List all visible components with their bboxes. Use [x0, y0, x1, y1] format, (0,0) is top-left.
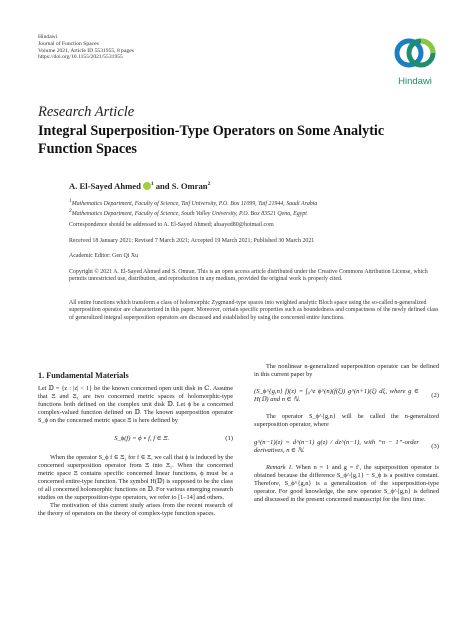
- equation-1-body: S_ϕ(f) = ϕ ∘ f, f ∈ Ξ.: [114, 435, 170, 443]
- publisher-name: Hindawi: [38, 34, 58, 40]
- volume-line: Volume 2021, Article ID 5531955, 8 pages: [38, 47, 134, 54]
- equation-3: [254, 439, 439, 455]
- publication-dates: Received 18 January 2021; Revised 7 March 2021; Accepted 19 March 2021; Published 30 March 2021: [69, 238, 315, 244]
- equation-1: [38, 435, 233, 443]
- equation-1-number: (1): [225, 435, 233, 443]
- hindawi-logo-icon: [392, 36, 438, 70]
- equation-3-number: (3): [431, 442, 439, 450]
- affiliations: [69, 198, 439, 219]
- paper-title: Integral Superposition-Type Operators on Some Analytic Function Spaces: [38, 123, 385, 157]
- author-and: and: [155, 181, 170, 191]
- remark-text: When n = 1 and g = f′, the superposition operator is obtained because the difference S_ϕ^{g,1} − S_ϕ is a positive constant. Therefore, S_ϕ^{g,n} is a generalization of the superposition-type operator. For good knowledge, the new operator S_ϕ^{g,n} is defined and discussed in the present concerned manuscript for the first time.: [254, 463, 440, 504]
- journal-meta: [38, 34, 134, 61]
- equation-2-body: (S_ϕ^{g,n} f)(z) = ∫₀^z ϕ^(n)(f(ξ)) g^(n+1)(ξ) dξ, where g ∈ H(𝔻) and n ∈ ℕ.: [254, 388, 419, 404]
- right-paragraph-1: The nonlinear n-generalized superposition operator can be defined in this current paper by: [254, 363, 439, 379]
- equation-3-body: g^(n−1)(z) = d^(n−1) g(z) / dz^(n−1), with “n − 1”-order derivatives, n ∈ ℕ.: [254, 438, 419, 454]
- hindawi-logo: [392, 36, 438, 87]
- journal-name: Journal of Function Spaces: [38, 40, 99, 47]
- right-column: [254, 363, 439, 504]
- author-2-sup: 2: [207, 181, 211, 188]
- paragraph-1: Let 𝔻 = {z : |z| < 1} be the known concerned open unit disk in ℂ. Assume that Ξ and Ξ₁ are two concerned metric spaces of holomorphic-type functions both defined on the complex unit disk 𝔻. Let ϕ be a concerned complex-valued function defined on 𝔻. The known superposition operator S_ϕ on the concerned metric space Ξ is here defined by: [38, 385, 233, 425]
- remark-1: [254, 464, 439, 504]
- paragraph-3: The motivation of this current study arises from the recent research of the theory of operators on the theory of complex-type function spaces.: [38, 502, 233, 518]
- right-paragraph-2: The operator S_ϕ^{g,n} will be called the n-generalized superposition operator, where: [254, 413, 439, 429]
- paragraph-2: When the operator S_ϕ f ∈ Ξ₁ for f ∈ Ξ, we call that ϕ is induced by the concerned superposition operator from Ξ into Ξ₁. When the concerned metric space Ξ contains specific concerned linear functions, ϕ must be a concerned entire-type function. The symbol H(𝔻) is supposed to be the class of all concerned holomorphic functions on 𝔻. For various emerging research studies on the superposition-type operators, we refer to [1–14] and others.: [38, 453, 233, 502]
- equation-2: [254, 388, 439, 404]
- left-column: [38, 385, 233, 518]
- correspondence: Correspondence should be addressed to A. El-Sayed Ahmed; ahsayed80@hotmail.com: [69, 222, 274, 228]
- equation-2-number: (2): [431, 392, 439, 400]
- author-line: [69, 181, 210, 191]
- abstract: All entire functions which transform a class of holomorphic Zygmund-type spaces into weighted analytic Bloch space using the so-called n-generalized superposition operator are characterized in this paper. Moreover, certain specific properties such as boundedness and compactness of the newly defined class of generalized integral superposition operators are discussed and established by using the concerned entire functions.: [69, 300, 439, 321]
- affiliation-1-sup: 1: [69, 198, 72, 204]
- affiliation-2-sup: 2: [69, 208, 72, 215]
- affiliation-2: [69, 208, 439, 218]
- academic-editor: Academic Editor: Gen Qi Xu: [69, 253, 139, 259]
- copyright-notice: Copyright © 2021 A. El-Sayed Ahmed and S. Omran. This is an open access article distributed under the Creative Commons Attribution License, which permits unrestricted use, distribution, and reproduction in any medium, provided the original work is properly cited.: [69, 269, 428, 283]
- doi-link[interactable]: https://doi.org/10.1155/2021/5531955: [38, 54, 123, 61]
- remark-label: Remark 1.: [266, 463, 294, 471]
- author-1[interactable]: A. El-Sayed Ahmed: [69, 181, 141, 191]
- author-2[interactable]: S. Omran: [171, 181, 208, 191]
- affiliation-1: [69, 198, 439, 208]
- section-title: 1. Fundamental Materials: [38, 371, 129, 380]
- author-1-sup: 1: [150, 181, 154, 188]
- orcid-icon[interactable]: [143, 182, 151, 190]
- logo-text: Hindawi: [398, 76, 432, 87]
- affiliation-2-text: Mathematics Department, Faculty of Science, South Valley University, P.O. Box 83521 Qena, Egypt: [71, 211, 307, 218]
- article-type: Research Article: [38, 104, 135, 120]
- affiliation-1-text: Mathematics Department, Faculty of Science, Taif University, P.O. Box 11099, Taif 21944, Saudi Arabia: [71, 200, 318, 207]
